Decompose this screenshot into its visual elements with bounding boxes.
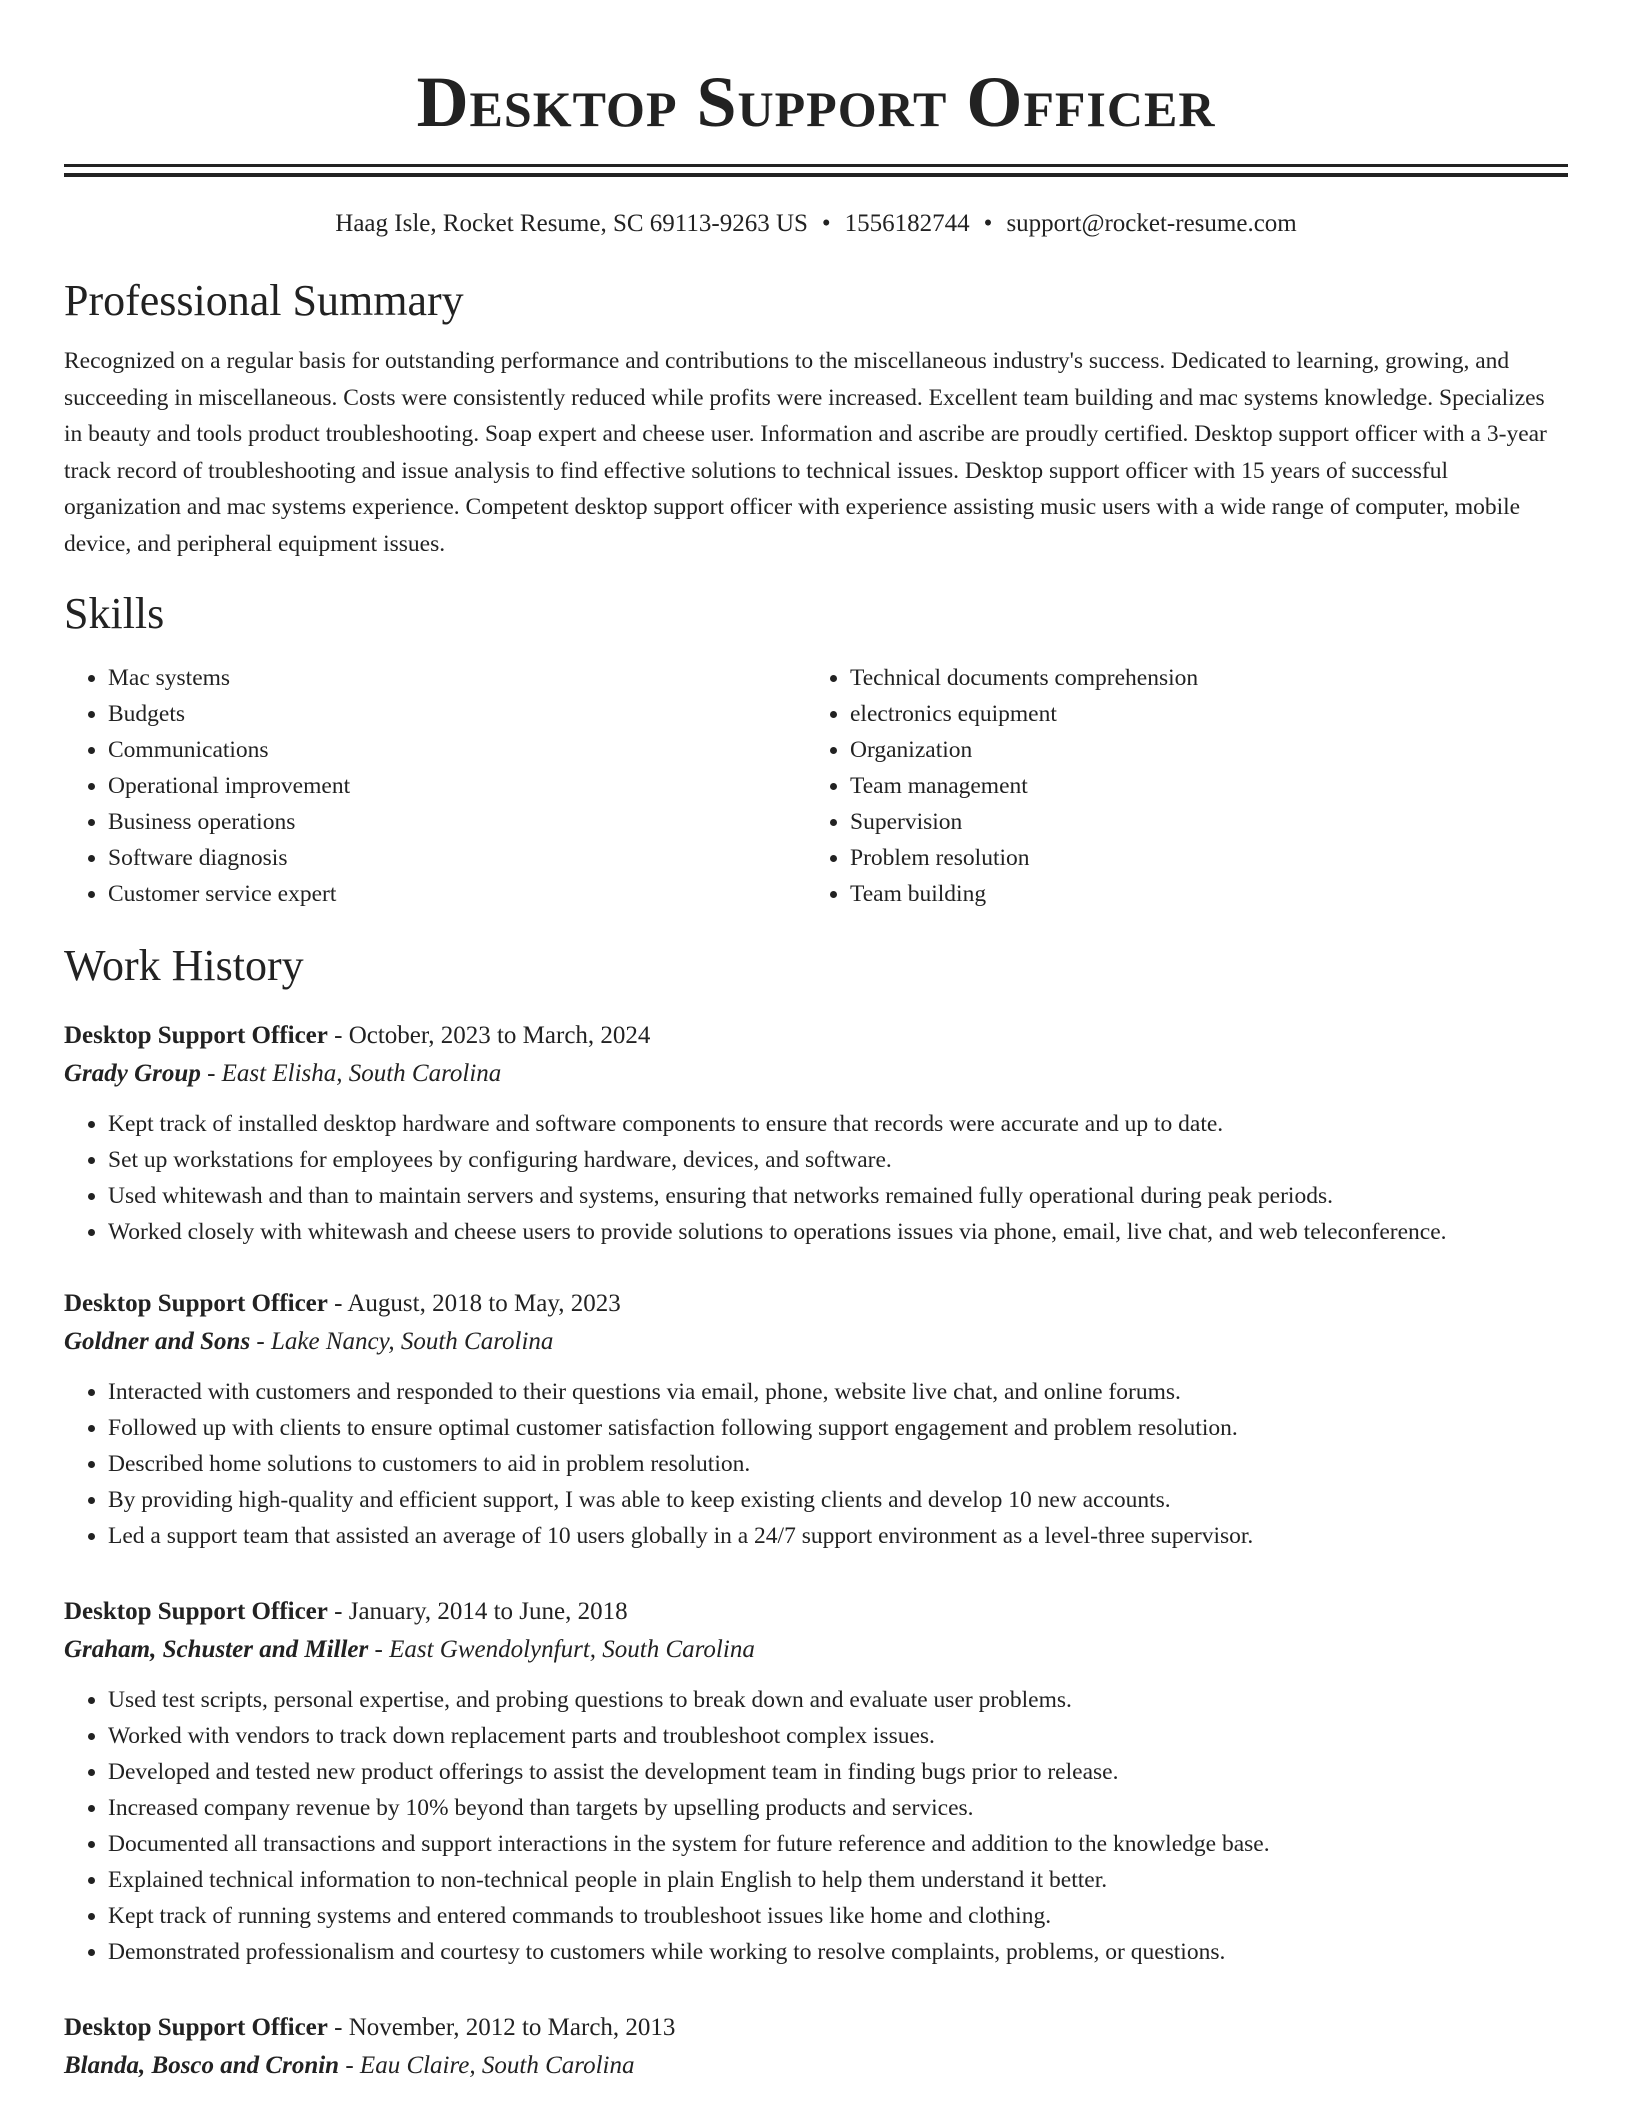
skill-item: • Budgets [108, 696, 806, 732]
job-duties [64, 1106, 1568, 1250]
duty-item: • Developed and tested new product offerings to assist the development team in finding bugs prior to release. [108, 1754, 1568, 1790]
job-dates: - November, 2012 to March, 2013 [327, 2014, 676, 2041]
contact-address: Haag Isle, Rocket Resume, SC 69113-9263 US [335, 210, 808, 237]
contact-separator: • [983, 210, 993, 237]
company-location: - Eau Claire, South Carolina [339, 2052, 635, 2079]
skill-item: • Technical documents comprehension [850, 660, 1548, 696]
duty-item: • Followed up with clients to ensure optimal customer satisfaction following support engagement and problem resolution. [108, 1410, 1568, 1446]
summary-text: Recognized on a regular basis for outstanding performance and contributions to the miscellaneous industry's success. Dedicated to learning, growing, and succeeding in miscellaneous. Costs were consistently reduced while profits were increased. Excellent team building and mac systems knowledge. Specializes in beauty and tools product troubleshooting. Soap expert and cheese user. Information and ascribe are proudly certified. Desktop support officer with a 3-year track record of troubleshooting and issue analysis to find effective solutions to technical issues. Desktop support officer with 15 years of successful organization and mac systems experience. Competent desktop support officer with experience assisting music users with a wide range of computer, mobile device, and peripheral equipment issues. [64, 348, 1547, 557]
job-dates: - January, 2014 to June, 2018 [327, 1598, 628, 1625]
duty-item: • Used whitewash and than to maintain servers and systems, ensuring that networks remained fully operational during peak periods. [108, 1178, 1568, 1214]
job-entry [64, 1018, 1568, 1250]
company-location: - Lake Nancy, South Carolina [250, 1328, 554, 1355]
duty-item: • Documented all transactions and support interactions in the system for future reference and addition to the knowledge base. [108, 1826, 1568, 1862]
company-location: - East Elisha, South Carolina [200, 1060, 502, 1087]
job-title: Desktop Support Officer [64, 1290, 328, 1317]
job-title-line [64, 1286, 1568, 1322]
contact-phone[interactable]: 1556182744 [844, 210, 970, 237]
company-line [64, 1630, 1568, 1670]
skill-item: • Software diagnosis [108, 840, 806, 876]
header-double-rule [64, 164, 1568, 177]
duty-item: • Kept track of installed desktop hardware and software components to ensure that records were accurate and up to date. [108, 1106, 1568, 1142]
duty-item: • Set up workstations for employees by configuring hardware, devices, and software. [108, 1142, 1568, 1178]
job-entry [64, 1286, 1568, 1554]
job-title: Desktop Support Officer [64, 2014, 328, 2041]
company-name: Grady Group [64, 1060, 201, 1087]
skill-item: • Team building [850, 876, 1548, 912]
skills-list [64, 660, 1568, 912]
duty-item: • Worked with vendors to track down replacement parts and troubleshoot complex issues. [108, 1718, 1568, 1754]
duty-item: • Increased company revenue by 10% beyond than targets by upselling products and services. [108, 1790, 1568, 1826]
duty-item: • Described home solutions to customers to aid in problem resolution. [108, 1446, 1568, 1482]
company-name: Goldner and Sons [64, 1328, 251, 1355]
contact-line [64, 209, 1568, 239]
duty-item: • Explained technical information to non-technical people in plain English to help them understand it better. [108, 1862, 1568, 1898]
job-duties [64, 1374, 1568, 1554]
company-line [64, 2046, 1568, 2086]
job-entry [64, 1594, 1568, 1970]
duty-item: • Interacted with customers and responded to their questions via email, phone, website live chat, and online forums. [108, 1374, 1568, 1410]
summary-heading: Professional Summary [64, 276, 464, 325]
company-line [64, 1322, 1568, 1362]
skill-item: • Communications [108, 732, 806, 768]
skill-item: • Operational improvement [108, 768, 806, 804]
job-title-line [64, 1594, 1568, 1630]
skill-item: • Mac systems [108, 660, 806, 696]
job-title-line [64, 2010, 1568, 2046]
job-dates: - October, 2023 to March, 2024 [327, 1022, 651, 1049]
resume-name: Desktop Support Officer [416, 62, 1216, 142]
job-title-line [64, 1018, 1568, 1054]
skill-item: • Supervision [850, 804, 1548, 840]
job-duties [64, 1682, 1568, 1970]
job-dates: - August, 2018 to May, 2023 [327, 1290, 621, 1317]
skill-item: • Customer service expert [108, 876, 806, 912]
duty-item: • By providing high-quality and efficient support, I was able to keep existing clients and develop 10 new accounts. [108, 1482, 1568, 1518]
skill-item: • Organization [850, 732, 1548, 768]
job-entry [64, 2010, 1568, 2086]
duty-item: • Led a support team that assisted an average of 10 users globally in a 24/7 support environment as a level-three supervisor. [108, 1518, 1568, 1554]
duty-item: • Used test scripts, personal expertise, and probing questions to break down and evaluate user problems. [108, 1682, 1568, 1718]
skills-heading: Skills [64, 589, 165, 638]
resume-page [64, 0, 1568, 2086]
duty-item: • Worked closely with whitewash and cheese users to provide solutions to operations issues via phone, email, live chat, and web teleconference. [108, 1214, 1568, 1250]
work-history-heading: Work History [64, 941, 304, 990]
skill-item: • electronics equipment [850, 696, 1548, 732]
job-title: Desktop Support Officer [64, 1022, 328, 1049]
company-location: - East Gwendolynfurt, South Carolina [368, 1636, 755, 1663]
company-name: Graham, Schuster and Miller [64, 1636, 369, 1663]
skills-column-right [806, 660, 1548, 912]
contact-separator: • [821, 210, 831, 237]
skill-item: • Business operations [108, 804, 806, 840]
contact-email[interactable]: support@rocket-resume.com [1006, 210, 1297, 237]
skill-item: • Problem resolution [850, 840, 1548, 876]
duty-item: • Demonstrated professionalism and courtesy to customers while working to resolve complaints, problems, or questions. [108, 1934, 1568, 1970]
company-name: Blanda, Bosco and Cronin [64, 2052, 340, 2079]
company-line [64, 1054, 1568, 1094]
skill-item: • Team management [850, 768, 1548, 804]
duty-item: • Kept track of running systems and entered commands to troubleshoot issues like home and clothing. [108, 1898, 1568, 1934]
job-title: Desktop Support Officer [64, 1598, 328, 1625]
skills-column-left [64, 660, 806, 912]
